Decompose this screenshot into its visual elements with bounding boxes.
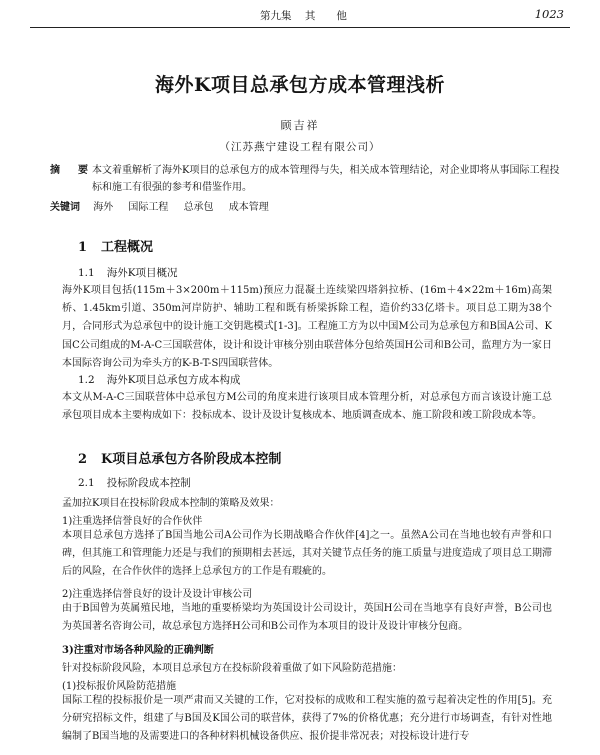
author: 顾吉祥 [280, 119, 320, 132]
running-title: 其 他 [304, 10, 347, 22]
section-number: 2 [78, 452, 88, 467]
header-rule [30, 27, 570, 28]
keyword: 成本管理 [228, 202, 269, 213]
subsection-number: 1.1 [78, 267, 95, 279]
running-header [260, 8, 347, 23]
keyword: 海外 [93, 202, 114, 213]
page-number: 1023 [534, 7, 564, 21]
affiliation: （江苏燕宁建设工程有限公司） [219, 141, 381, 153]
abstract-text: 本文着重解析了海外K项目的总承包方的成本管理得与失，相关成本管理结论，对企业即将从事国际工程投标和施工有很强的参考和借鉴作用。 [92, 165, 560, 193]
list-item: 2)注重选择信誉良好的设计及设计审核公司 [62, 589, 253, 600]
paragraph: 本文从M-A-C三国联营体中总承包方M公司的角度来进行该项目成本管理分析，对总承包方而言该设计施工总承包项目成本主要构成如下：投标成本、设计及设计复核成本、地质调查成本、施工阶段和竣工阶段成本等。 [62, 392, 552, 422]
subsection-title: 海外K项目概况 [106, 267, 178, 279]
keywords [50, 198, 281, 213]
volume-label: 第九集 [260, 10, 292, 22]
article-title: 海外K项目总承包方成本管理浅析 [154, 74, 445, 96]
paragraph: 本项目总承包方选择了B国当地公司A公司作为长期战略合作伙伴[4]之一。虽然A公司在当地也较有声誉和口碑，但其施工和管理能力还是与我们的预期相去甚远，其对关键节点任务的施工质量与进度造成了项目总工期滞后的风险，在合作伙伴的选择上总承包方的工作是有瑕疵的。 [62, 530, 552, 578]
section-heading [78, 236, 153, 255]
section-number: 1 [78, 240, 88, 255]
abstract-label: 摘 要 [50, 165, 92, 176]
list-item: 1)注重选择信誉良好的合作伙伴 [62, 516, 203, 527]
list-item: 3)注重对市场各种风险的正确判断 [62, 645, 214, 656]
paragraph: 海外K项目包括(115m＋3×200m＋115m)预应力混凝土连续梁四塔斜拉桥、(16m＋4×22m＋16m)高架桥、1.45km引道、350m河岸防护、辅助工程和既有桥梁拆除工程，造价约33亿塔卡。项目总工期为38个月，合同形式为总承包中的设计施工交钥匙模式[1-3]。工程施工方为以中国M公司为总承包方和B国A公司、K国C公司组成的M-A-C三国联营体，设计和设计审核分别由联营体分包给英国H公司和B公司，监理方为一家日本国际咨询公司为牵头方的K-B-T-S四国联营体。 [62, 285, 552, 369]
section-title: 工程概况 [101, 240, 154, 255]
abstract [50, 162, 560, 196]
subsection-title: 海外K项目总承包方成本构成 [106, 374, 241, 386]
paragraph: 针对投标阶段风险，本项目总承包方在投标阶段着重做了如下风险防范措施： [62, 663, 402, 674]
keywords-label: 关键词 [50, 202, 80, 213]
subsection-heading [78, 372, 241, 387]
paragraph: 由于B国曾为英属殖民地，当地的重要桥梁均为英国设计公司设计，英国H公司在当地享有良好声誉，B公司也为英国著名咨询公司，故总承包方选择H公司和B公司作为本项目的设计及设计审核分包商。 [62, 603, 552, 633]
keyword: 总承包 [183, 202, 214, 213]
paragraph: 国际工程的投标报价是一项严肃而又关键的工作，它对投标的成败和工程实施的盈亏起着决定性的作用[5]。充分研究招标文件，组建了与B国及K国公司的联营体，获得了7%的价格优惠；充分进行市场调查，有针对性地编制了B国当地的及需要进口的各种材料机械设备供应、报价提非常况表；对投标设计进行专 [62, 695, 552, 743]
section-heading [78, 448, 281, 467]
list-item: (1)投标报价风险防范措施 [62, 681, 177, 692]
subsection-heading [78, 475, 191, 490]
keyword: 国际工程 [128, 202, 169, 213]
paragraph: 孟加拉K项目在投标阶段成本控制的策略及效果： [62, 498, 280, 509]
subsection-heading [78, 265, 178, 280]
page-header [30, 6, 570, 26]
section-title: K项目总承包方各阶段成本控制 [101, 452, 282, 467]
subsection-number: 1.2 [78, 374, 95, 386]
subsection-number: 2.1 [78, 477, 95, 489]
subsection-title: 投标阶段成本控制 [106, 477, 191, 489]
